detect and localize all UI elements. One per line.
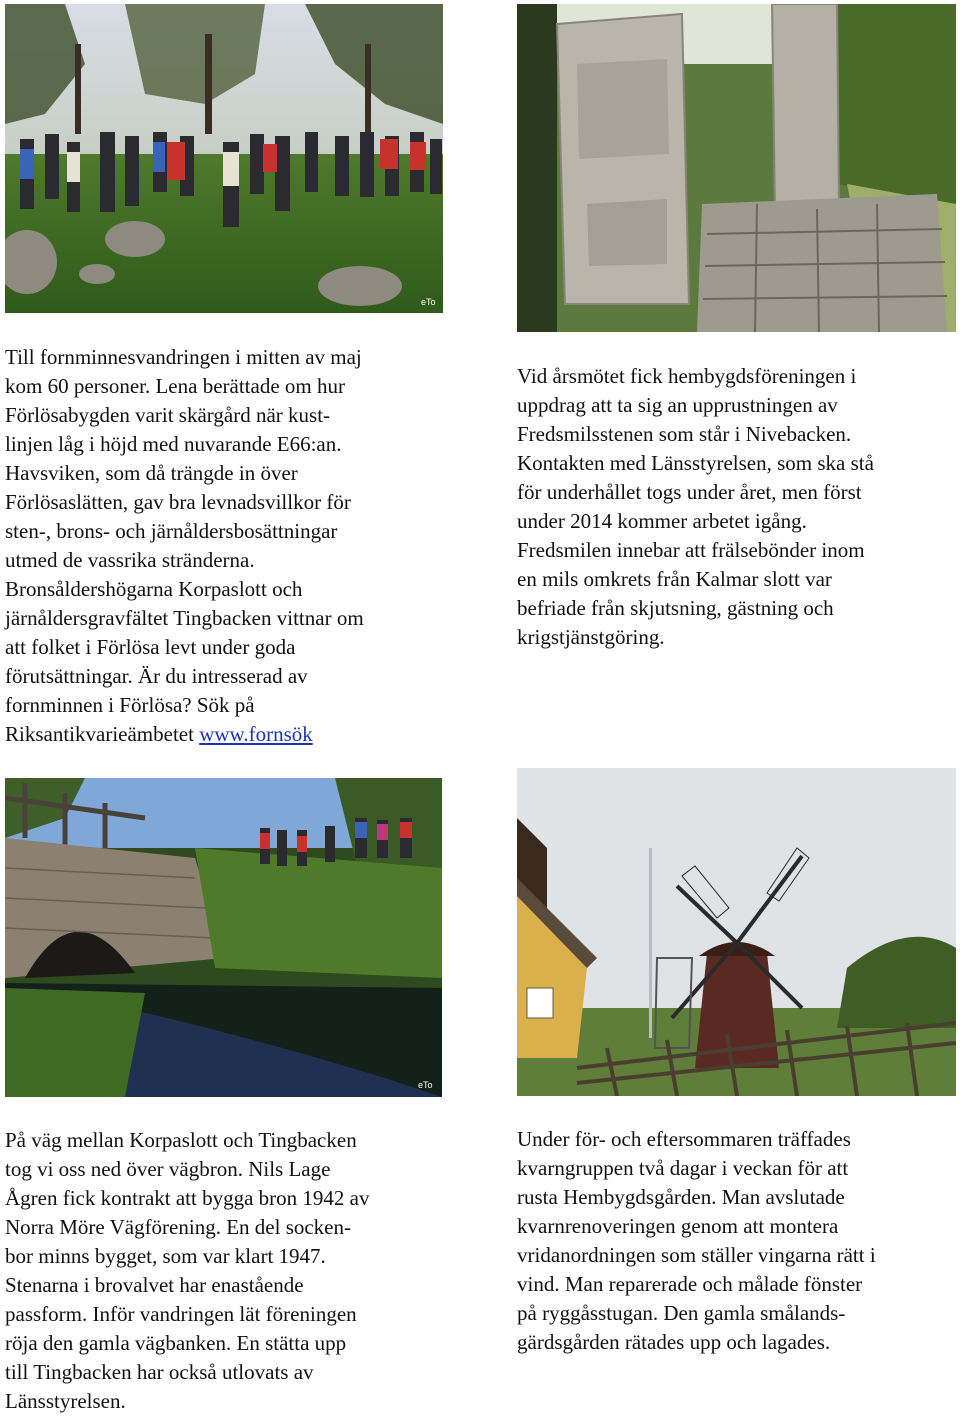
photo-vaderkvarn <box>517 768 956 1096</box>
text-line: till Tingbacken har också utlovats av <box>5 1360 314 1384</box>
text-line: befriade från skjutsning, gästning och <box>517 596 834 620</box>
text-line: uppdrag att ta sig an upprustningen av <box>517 393 838 417</box>
text-line: Under för- och eftersommaren träffades <box>517 1127 851 1151</box>
text-line: Norra Möre Vägförening. En del socken- <box>5 1215 351 1239</box>
text-line: förutsättningar. Är du intresserad av <box>5 664 308 688</box>
text-line: krigstjänstgöring. <box>517 625 665 649</box>
text-line: på ryggåsstugan. Den gamla smålands- <box>517 1301 846 1325</box>
article-fornminnesvandring <box>5 343 450 749</box>
text-line: Förlösaslätten, gav bra levnadsvillkor för <box>5 490 351 514</box>
text-line: kom 60 personer. Lena berättade om hur <box>5 374 345 398</box>
text-line: Stenarna i brovalvet har enastående <box>5 1273 304 1297</box>
text-line: passform. Inför vandringen lät föreningen <box>5 1302 357 1326</box>
text-line: rusta Hembygdsgården. Man avslutade <box>517 1185 845 1209</box>
text-line: sten-, brons- och järnåldersbosättningar <box>5 519 338 543</box>
text-line: På väg mellan Korpaslott och Tingbacken <box>5 1128 357 1152</box>
text-line: Bronsåldershögarna Korpaslott och <box>5 577 303 601</box>
text-line: linjen låg i höjd med nuvarande E66:an. <box>5 432 342 456</box>
text-line: kvarnrenoveringen genom att montera <box>517 1214 839 1238</box>
text-line: tog vi oss ned över vägbron. Nils Lage <box>5 1157 331 1181</box>
text-line: en mils omkrets från Kalmar slott var <box>517 567 832 591</box>
text-line: gärdsgården rätades upp och lagades. <box>517 1330 831 1354</box>
text-line: utmed de vassrika stränderna. <box>5 548 255 572</box>
text-line: Havsviken, som då trängde in över <box>5 461 298 485</box>
article-vagbron <box>5 1126 450 1416</box>
text-line: fornminnen i Förlösa? Sök på <box>5 693 255 717</box>
text-line: vind. Man reparerade och målade fönster <box>517 1272 863 1296</box>
text-line: kvarngruppen två dagar i veckan för att <box>517 1156 849 1180</box>
text-line: Vid årsmötet fick hembygdsföreningen i <box>517 364 857 388</box>
photo-fredsmilsstenen <box>517 4 956 332</box>
text-line: att folket i Förlösa levt under goda <box>5 635 296 659</box>
text-line: järnåldersgravfältet Tingbacken vittnar om <box>5 606 364 630</box>
fornsok-link[interactable]: www.fornsök <box>199 722 313 746</box>
text-line: Kontakten med Länsstyrelsen, som ska stå <box>517 451 874 475</box>
text-line: Fredsmilen innebar att frälsebönder inom <box>517 538 865 562</box>
text-line: Ågren fick kontrakt att bygga bron 1942 av <box>5 1186 370 1210</box>
text-line: vridanordningen som ställer vingarna rätt i <box>517 1243 876 1267</box>
text-line: under 2014 kommer arbetet igång. <box>517 509 807 533</box>
text-line: Till fornminnesvandringen i mitten av maj <box>5 345 362 369</box>
article-fredsmilsstenen <box>517 362 957 652</box>
photo-fornminnesvandring <box>5 4 443 313</box>
article-kvarngruppen <box>517 1125 957 1357</box>
text-line: bor minns bygget, som var klart 1947. <box>5 1244 326 1268</box>
text-line: Länsstyrelsen. <box>5 1389 126 1413</box>
text-line: röja den gamla vägbanken. En stätta upp <box>5 1331 347 1355</box>
text-line: Fredsmilsstenen som står i Nivebacken. <box>517 422 852 446</box>
photo-credit: eTo <box>421 297 436 307</box>
text-line: för underhållet togs under året, men först <box>517 480 862 504</box>
text-line: Förlösabygden varit skärgård när kust- <box>5 403 331 427</box>
photo-vagbron <box>5 778 442 1097</box>
photo-credit: eTo <box>418 1080 433 1090</box>
text-line: Riksantikvarieämbetet <box>5 722 200 746</box>
